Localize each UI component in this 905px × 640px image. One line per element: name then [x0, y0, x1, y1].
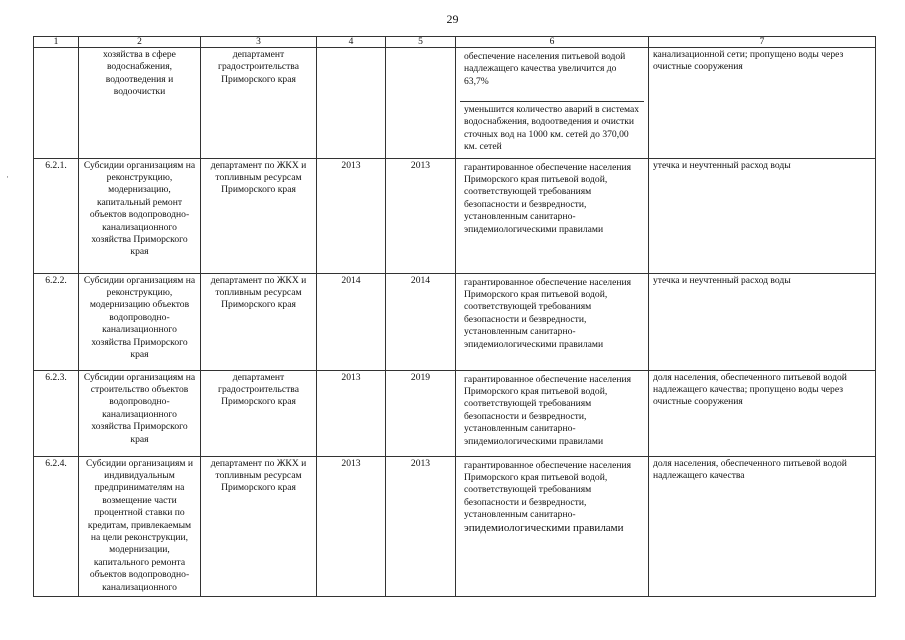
row-number: 6.2.2.: [34, 273, 79, 370]
end-year: [386, 48, 456, 159]
column-number: 5: [386, 37, 456, 48]
table-row: [34, 158, 876, 273]
indicator: канализационной сети; пропущено воды через очистные сооружения: [649, 48, 876, 159]
responsible-department: департамент градостроительства Приморского края: [201, 48, 317, 159]
row-number: 6.2.4.: [34, 456, 79, 596]
result-item: обеспечение населения питьевой водой надлежащего качества увеличится до 63,7%: [464, 51, 626, 87]
column-number: 1: [34, 37, 79, 48]
column-number: 6: [456, 37, 649, 48]
indicator: утечка и неучтенный расход воды: [649, 158, 876, 273]
start-year: 2013: [317, 370, 386, 456]
end-year: 2013: [386, 158, 456, 273]
result-item: гарантированное обеспечение населения Приморского края питьевой водой, соответствующей требованиям безопасности и безвредности, установленным санитарно-эпидемиологическими правилами: [464, 276, 632, 350]
column-number: 4: [317, 37, 386, 48]
responsible-department: департамент по ЖКХ и топливным ресурсам Приморского края: [201, 158, 317, 273]
responsible-department: департамент градостроительства Приморского края: [201, 370, 317, 456]
start-year: 2013: [317, 158, 386, 273]
result-item: [460, 458, 644, 535]
table-row: [34, 370, 876, 456]
measure-name: Субсидии организациям на реконструкцию, модернизацию объектов водопроводно-канализационного хозяйства Приморского края: [79, 273, 201, 370]
expected-result: [456, 273, 649, 370]
start-year: 2014: [317, 273, 386, 370]
indicator: доля населения, обеспеченного питьевой водой надлежащего качества; пропущено воды через очистные сооружения: [649, 370, 876, 456]
header-row: [34, 37, 876, 48]
end-year: 2013: [386, 456, 456, 596]
column-number: 7: [649, 37, 876, 48]
indicator: доля населения, обеспеченного питьевой водой надлежащего качества: [649, 456, 876, 596]
expected-result: [456, 158, 649, 273]
measure-name: хозяйства в сфере водоснабжения, водоотведения и водоочистки: [79, 48, 201, 159]
expected-result: [456, 370, 649, 456]
result-item: уменьшится количество аварий в системах водоснабжения, водоотведения и очистки сточных вод на 1000 км. сетей до 370,00 км. сетей: [460, 101, 644, 156]
expected-result: [456, 456, 649, 596]
measure-name: Субсидии организациям на строительство объектов водопроводно-канализационного хозяйства Приморского края: [79, 370, 201, 456]
row-number: 6.2.3.: [34, 370, 79, 456]
result-item: гарантированное обеспечение населения Приморского края питьевой водой, соответствующей требованиям безопасности и безвредности, установленным санитарно-эпидемиологическими правилами: [464, 373, 632, 447]
responsible-department: департамент по ЖКХ и топливным ресурсам Приморского края: [201, 273, 317, 370]
program-table: [33, 36, 876, 597]
start-year: 2013: [317, 456, 386, 596]
indicator: утечка и неучтенный расход воды: [649, 273, 876, 370]
expected-result: [456, 48, 649, 159]
start-year: [317, 48, 386, 159]
table-row: [34, 456, 876, 596]
column-number: 2: [79, 37, 201, 48]
end-year: 2019: [386, 370, 456, 456]
responsible-department: департамент по ЖКХ и топливным ресурсам Приморского края: [201, 456, 317, 596]
result-text-continued: эпидемиологическими правилами: [464, 521, 624, 534]
margin-mark: ·: [6, 172, 9, 182]
measure-name: Субсидии организациям и индивидуальным предпринимателям на возмещение части процентной ставки по кредитам, привлекаемым на цели реконструкции, модернизации, капитального ремонта объектов водопроводно-канализационного: [79, 456, 201, 596]
result-item: гарантированное обеспечение населения Приморского края питьевой водой, соответствующей требованиям безопасности и безвредности, установленным санитарно-эпидемиологическими правилами: [464, 161, 632, 235]
end-year: 2014: [386, 273, 456, 370]
table-row: [34, 48, 876, 159]
row-number: [34, 48, 79, 159]
column-number: 3: [201, 37, 317, 48]
table-row: [34, 273, 876, 370]
row-number: 6.2.1.: [34, 158, 79, 273]
page-number: 29: [446, 12, 459, 26]
result-text: гарантированное обеспечение населения Приморского края питьевой водой, соответствующей требованиям безопасности и безвредности, установленным санитарно-: [464, 459, 632, 521]
measure-name: Субсидии организациям на реконструкцию, модернизацию, капитальный ремонт объектов водопроводно-канализационного хозяйства Приморского края: [79, 158, 201, 273]
